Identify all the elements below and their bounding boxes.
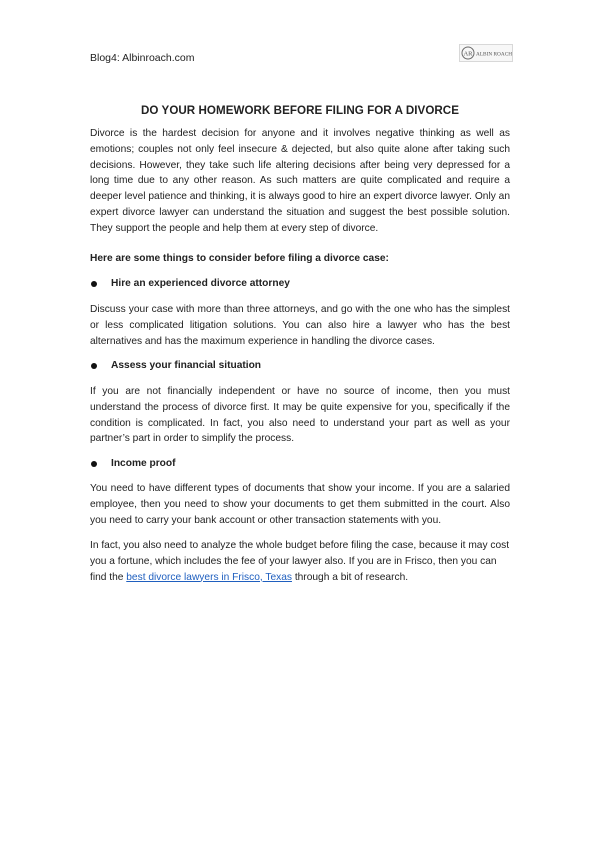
albin-roach-logo bbox=[459, 44, 513, 62]
subheading: Here are some things to consider before filing a divorce case: bbox=[90, 253, 389, 264]
intro-paragraph: Divorce is the hardest decision for anyone and it involves negative thinking as well as emotions; couples not only feel insecure & dejected, but also quite alone after taking such decisions. However, they take such life altering decisions after being very depressed for a long time due to any other reason. As such matters are quite complicated and require a deeper level patience and thinking, it is always good to hire an expert divorce lawyer. Only an expert divorce lawyer can understand the situation and suggest the best possible solution. They support the people and help them at every step of divorce. bbox=[90, 128, 510, 234]
point-2-body: If you are not financially independent or have no source of income, then you must understand the process of divorce first. It may be quite expensive for you, specifically if the condition is complicated. In fact, you also need to understand your part as well as your partner’s part in order to simplify the process. bbox=[90, 386, 510, 445]
point-2-heading-text: Assess your financial situation bbox=[111, 360, 262, 371]
point-1-heading-text: Hire an experienced divorce attorney bbox=[111, 278, 290, 289]
point-3-heading bbox=[90, 458, 510, 469]
logo-monogram: AR bbox=[463, 50, 473, 58]
logo-text: ALBIN ROACH bbox=[476, 51, 512, 58]
point-3-body: You need to have different types of documents that show your income. If you are a salaried employee, then you need to show your documents to get them submitted in the court. Also you need to carry your bank account or other transaction statements with you. bbox=[90, 483, 510, 526]
bullet-icon bbox=[91, 461, 97, 467]
point-1-body: Discuss your case with more than three attorneys, and go with the one who has the simplest or less complicated litigation solutions. You can also hire a lawyer who has the best alternatives and has the maximum experience in handling the divorce cases. bbox=[90, 304, 510, 347]
frisco-lawyers-link[interactable]: best divorce lawyers in Frisco, Texas bbox=[126, 571, 292, 583]
article-title: DO YOUR HOMEWORK BEFORE FILING FOR A DIVORCE bbox=[140, 104, 460, 117]
point-1-heading bbox=[90, 278, 510, 289]
bullet-icon bbox=[91, 363, 97, 369]
closing-text-before: In fact, you also need to analyze the whole budget before filing the case, because it may cost you a fortune, which includes the fee of your lawyer also. If you are in Frisco, then you can find the bbox=[90, 540, 510, 583]
closing-paragraph bbox=[90, 538, 510, 585]
bullet-icon bbox=[91, 281, 97, 287]
point-2-heading bbox=[90, 360, 510, 371]
blog-label: Blog4: Albinroach.com bbox=[90, 52, 195, 64]
closing-text-after: through a bit of research. bbox=[294, 571, 409, 583]
point-3-heading-text: Income proof bbox=[111, 458, 176, 469]
logo-image bbox=[460, 45, 512, 61]
